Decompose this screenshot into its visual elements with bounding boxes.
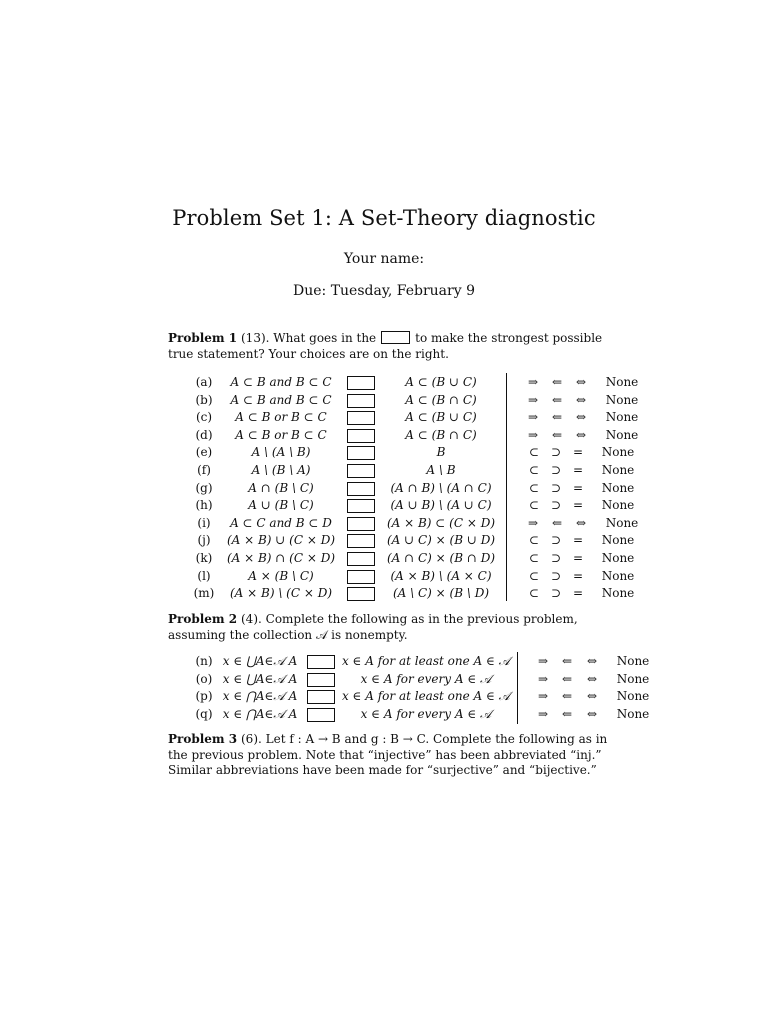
choice-option[interactable]: ⇔ [575,427,587,442]
row-rhs-expression: x ∈ A for at least one A ∈ 𝒜 [341,654,511,668]
row-label: (g) [195,480,213,495]
choice-option[interactable]: ⊃ [550,551,562,565]
column-divider [517,652,518,724]
row-lhs-expression: A ∪ (B \ C) [248,498,314,513]
row-label: (a) [195,375,213,389]
problem-1-points: (13). [241,331,270,345]
choice-option[interactable]: ⊃ [550,480,562,495]
table-row [0,409,768,426]
table-row [0,374,768,391]
answer-box[interactable] [307,690,335,704]
choice-option[interactable]: ⇐ [551,375,563,389]
choice-option[interactable]: ⇒ [537,671,549,686]
choice-option[interactable]: ⇔ [586,689,598,704]
choice-option[interactable]: ⊂ [528,480,540,495]
choice-option[interactable]: ⇐ [561,671,573,686]
choice-option[interactable]: ⊃ [550,463,562,477]
choice-none[interactable]: None [601,533,635,548]
choice-none[interactable]: None [605,375,639,389]
answer-box[interactable] [307,655,335,669]
row-rhs-expression: B [436,445,446,460]
problem-2-text: Complete the following as in the previous problem, assuming the collection 𝒜 is nonempty. [168,612,578,642]
row-rhs-expression: A \ B [426,463,456,477]
choice-option[interactable]: ⇔ [575,410,587,425]
choice-option[interactable]: ⊂ [528,463,540,477]
choice-option[interactable]: ⊂ [528,586,540,601]
row-rhs-expression: (A ∩ B) \ (A ∩ C) [390,480,492,495]
your-name-line: Your name: [343,251,425,267]
answer-box[interactable] [347,376,375,390]
problem-2-label: Problem 2 [168,612,238,626]
table-row [0,671,768,688]
row-label: (d) [195,427,213,442]
choice-option[interactable]: ⇔ [575,515,587,530]
answer-box[interactable] [347,499,375,513]
answer-box[interactable] [347,446,375,460]
answer-box[interactable] [347,394,375,408]
row-lhs-expression: A × (B \ C) [248,568,314,583]
row-rhs-expression: (A ∩ C) × (B ∩ D) [386,551,496,565]
row-label: (e) [195,445,213,460]
choice-option[interactable]: ⊂ [528,568,540,583]
choice-option[interactable]: ⊃ [550,586,562,601]
table-row [0,550,768,567]
choice-option[interactable]: ⇐ [551,392,563,407]
choice-none[interactable]: None [601,586,635,601]
row-rhs-expression: A ⊂ (B ∩ C) [405,392,477,407]
answer-box[interactable] [347,517,375,531]
choice-option[interactable]: ⇒ [537,706,549,721]
choice-none[interactable]: None [601,498,635,513]
answer-box[interactable] [347,570,375,584]
row-lhs-expression: (A × B) ∪ (C × D) [226,533,336,548]
table-row [0,568,768,585]
choice-option[interactable]: ⇐ [561,654,573,668]
answer-box[interactable] [347,482,375,496]
row-label: (m) [193,586,215,601]
choice-option[interactable]: = [572,551,584,565]
table-row [0,515,768,532]
choice-option[interactable]: ⊂ [528,551,540,565]
table-row [0,497,768,514]
choice-none[interactable]: None [605,427,639,442]
row-rhs-expression: (A ∪ B) \ (A ∪ C) [390,498,492,513]
row-label: (h) [195,498,213,513]
choice-none[interactable]: None [601,551,635,565]
row-rhs-expression: A ⊂ (B ∪ C) [405,375,477,389]
problem-1-text-before-box: What goes in the [273,331,377,345]
column-divider [506,373,507,601]
choice-option[interactable]: ⊂ [528,445,540,460]
problem-1-text-after-box: to make the strongest possible true statement? Your choices are on the right. [168,331,603,361]
row-rhs-expression: A ⊂ (B ∩ C) [405,427,477,442]
choice-option[interactable]: ⇐ [551,410,563,425]
problem-3-points: (6). [241,732,262,746]
problem-3-text: Let f : A → B and g : B → C. Complete the following as in the previous problem. Note that “injective” has been abbreviated “inj.” Similar abbreviations have been made for “surjective” and “bijective.” [168,732,608,777]
choice-option[interactable]: ⊃ [550,445,562,460]
choice-none[interactable]: None [601,480,635,495]
table-row [0,585,768,602]
choice-option[interactable]: ⇔ [586,671,598,686]
choice-option[interactable]: = [572,586,584,601]
choice-none[interactable]: None [605,410,639,425]
answer-box[interactable] [347,552,375,566]
table-row [0,706,768,723]
row-lhs-expression: x ∈ ⋃A∈𝒜 A [222,671,298,686]
row-rhs-expression: (A × B) \ (A × C) [390,568,492,583]
choice-none[interactable]: None [616,689,650,704]
row-lhs-expression: A ⊂ B and B ⊂ C [230,375,332,389]
row-label: (b) [195,392,213,407]
choice-option[interactable]: = [572,498,584,513]
row-label: (q) [195,706,213,721]
row-lhs-expression: A ∩ (B \ C) [248,480,314,495]
row-label: (c) [195,410,213,425]
answer-box[interactable] [347,587,375,601]
table-row [0,532,768,549]
row-label: (p) [195,689,213,704]
choice-none[interactable]: None [616,654,650,668]
choice-none[interactable]: None [616,671,650,686]
choice-option[interactable]: ⊂ [528,533,540,548]
choice-option[interactable]: ⇒ [527,410,539,425]
choice-option[interactable]: = [572,533,584,548]
due-date-line: Due: Tuesday, February 9 [293,283,475,299]
row-lhs-expression: x ∈ ⋃A∈𝒜 A [222,654,298,668]
choice-option[interactable]: ⇔ [586,654,598,668]
row-label: (l) [197,568,211,583]
choice-option[interactable]: ⇐ [551,515,563,530]
choice-option[interactable]: ⇐ [561,706,573,721]
choice-option[interactable]: ⇒ [527,427,539,442]
choice-option[interactable]: ⊃ [550,498,562,513]
choice-option[interactable]: ⇒ [537,654,549,668]
table-row [0,653,768,670]
choice-none[interactable]: None [601,568,635,583]
answer-box[interactable] [307,708,335,722]
row-rhs-expression: x ∈ A for every A ∈ 𝒜 [360,671,492,686]
row-lhs-expression: x ∈ ⋂A∈𝒜 A [222,689,298,704]
row-label: (f) [197,463,211,477]
answer-box[interactable] [347,534,375,548]
row-lhs-expression: A ⊂ B and B ⊂ C [230,392,332,407]
choice-none[interactable]: None [605,392,639,407]
choice-option[interactable]: ⇒ [537,689,549,704]
answer-box[interactable] [347,429,375,443]
row-rhs-expression: (A \ C) × (B \ D) [392,586,490,601]
row-lhs-expression: (A × B) \ (C × D) [229,586,333,601]
answer-box[interactable] [347,464,375,478]
choice-option[interactable]: ⇒ [527,375,539,389]
choice-option[interactable]: ⇐ [551,427,563,442]
choice-option[interactable]: = [572,463,584,477]
row-rhs-expression: x ∈ A for every A ∈ 𝒜 [360,706,492,721]
row-label: (j) [197,533,211,548]
problem-2-statement [168,612,608,643]
choice-option[interactable]: ⊃ [550,533,562,548]
row-lhs-expression: A \ (B \ A) [251,463,311,477]
problem-1-statement [168,331,608,362]
row-rhs-expression: x ∈ A for at least one A ∈ 𝒜 [341,689,511,704]
row-lhs-expression: A ⊂ C and B ⊂ D [230,515,332,530]
inline-answer-box-icon [381,331,410,344]
choice-option[interactable]: = [572,480,584,495]
row-label: (i) [197,515,211,530]
row-lhs-expression: x ∈ ⋂A∈𝒜 A [222,706,298,721]
table-row [0,688,768,705]
table-row [0,444,768,461]
choice-option[interactable]: ⇔ [586,706,598,721]
problem-2-points: (4). [241,612,262,626]
answer-box[interactable] [347,411,375,425]
row-label: (n) [195,654,213,668]
table-row [0,480,768,497]
choice-option[interactable]: = [572,445,584,460]
row-rhs-expression: A ⊂ (B ∪ C) [405,410,477,425]
problem-1-label: Problem 1 [168,331,238,345]
row-lhs-expression: A ⊂ B or B ⊂ C [235,410,327,425]
choice-option[interactable]: = [572,568,584,583]
choice-option[interactable]: ⇒ [527,392,539,407]
row-rhs-expression: (A × B) ⊂ (C × D) [386,515,496,530]
choice-none[interactable]: None [616,706,650,721]
choice-option[interactable]: ⇔ [575,392,587,407]
row-lhs-expression: (A × B) ∩ (C × D) [226,551,336,565]
problem-3-statement [168,732,608,779]
choice-none[interactable]: None [605,515,639,530]
row-label: (k) [195,551,213,565]
table-row [0,427,768,444]
choice-option[interactable]: ⇐ [561,689,573,704]
row-label: (o) [195,671,213,686]
choice-option[interactable]: ⊃ [550,568,562,583]
choice-option[interactable]: ⇒ [527,515,539,530]
row-lhs-expression: A ⊂ B or B ⊂ C [235,427,327,442]
row-rhs-expression: (A ∪ C) × (B ∪ D) [386,533,496,548]
choice-option[interactable]: ⇔ [575,375,587,389]
table-row [0,392,768,409]
page-title: Problem Set 1: A Set-Theory diagnostic [172,206,596,230]
choice-option[interactable]: ⊂ [528,498,540,513]
table-row [0,462,768,479]
choice-none[interactable]: None [601,445,635,460]
answer-box[interactable] [307,673,335,687]
problem-3-label: Problem 3 [168,732,238,746]
choice-none[interactable]: None [601,463,635,477]
row-lhs-expression: A \ (A \ B) [251,445,311,460]
